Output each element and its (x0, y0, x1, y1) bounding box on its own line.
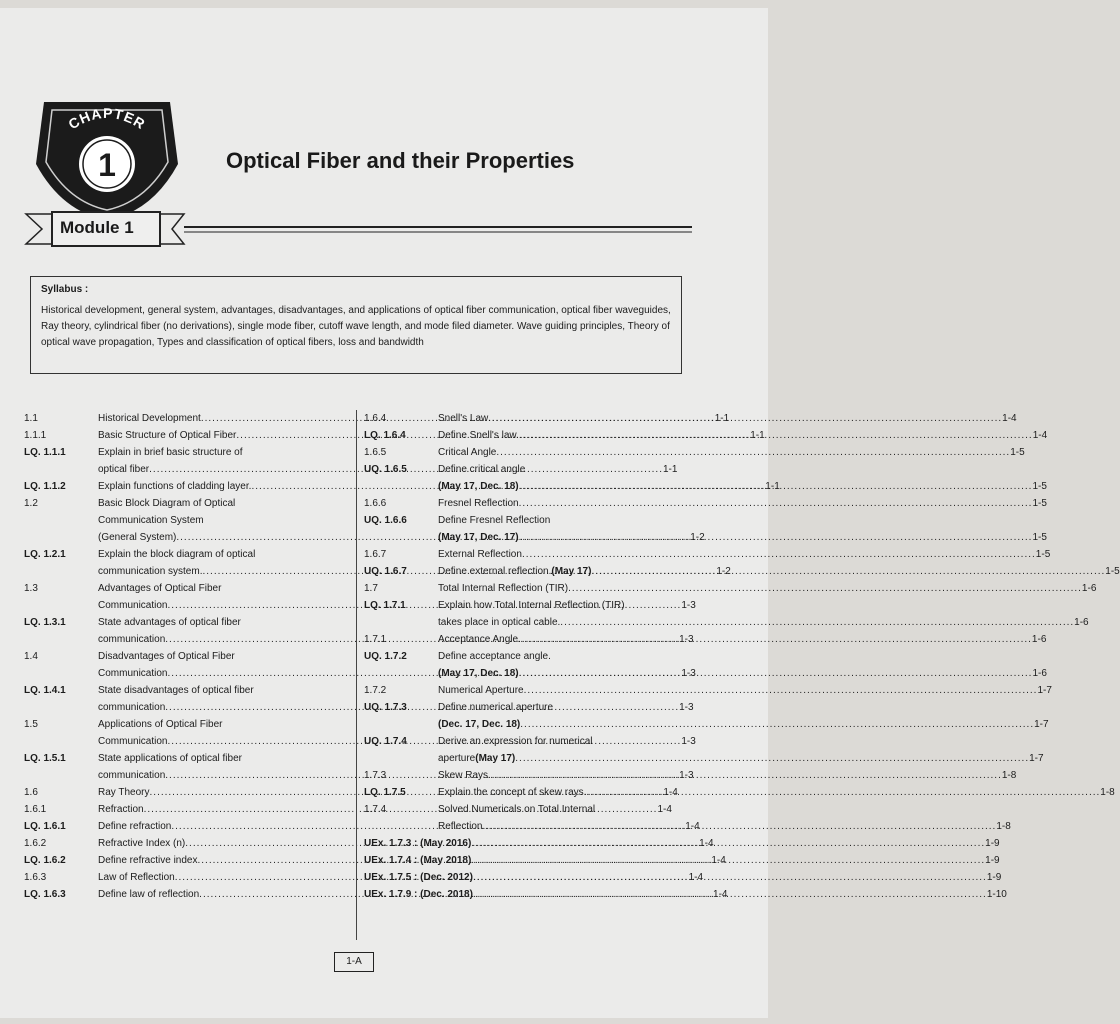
leader-dots (519, 529, 1033, 546)
toc-page: 1-9 (986, 872, 1002, 883)
toc-text (438, 801, 1011, 835)
toc-title: Refractive Index (n) (98, 838, 186, 849)
toc-number: LQ. 1.6.1 (24, 821, 66, 832)
toc-title: takes place in optical cable. (438, 617, 561, 628)
toc-title: Ray Theory (98, 787, 150, 798)
toc-page: 1-3 (679, 702, 694, 713)
leader-dots (522, 546, 1036, 563)
chapter-badge (32, 94, 182, 224)
toc-entry (364, 495, 1047, 512)
toc-title: Basic Block Diagram of Optical (98, 498, 236, 509)
toc-title: Explain the block diagram of optical (98, 549, 256, 560)
leader-dots (482, 818, 996, 835)
toc-number: 1.6.2 (24, 838, 47, 849)
toc-text (438, 597, 1089, 631)
toc-text (438, 512, 1047, 546)
toc-page: 1-4 (685, 821, 700, 832)
leader-dots (591, 563, 1105, 580)
toc-entry (364, 444, 1025, 461)
toc-title: (May 17, Dec. 18) (438, 668, 519, 679)
toc-page: 1-3 (679, 770, 694, 781)
toc-title: Define critical angle (438, 464, 526, 475)
toc-number: LQ. 1.6.4 (364, 430, 406, 441)
toc-text (438, 767, 1016, 784)
toc-number: LQ. 1.7.1 (364, 600, 406, 611)
toc-text (438, 580, 1096, 597)
toc-title: Skew Rays (438, 770, 489, 781)
toc-number: 1.6.5 (364, 447, 387, 458)
toc-title: Define Fresnel Reflection (438, 515, 551, 526)
toc-title: State advantages of optical fiber (98, 617, 241, 628)
toc-title: (General System) (98, 532, 177, 543)
toc-title: Explain how Total Internal Reflection (TIR) (438, 600, 625, 611)
toc-page: 1-9 (985, 855, 1000, 866)
leader-dots (471, 852, 985, 869)
book-page (0, 8, 1120, 1018)
toc-number: 1.6.6 (364, 498, 387, 509)
leader-dots (496, 444, 1010, 461)
toc-number: LQ. 1.6.2 (24, 855, 66, 866)
leader-dots (515, 750, 1029, 767)
toc-text (438, 648, 1047, 682)
toc-title: Derive an expression for numerical (438, 736, 593, 747)
leader-dots (520, 716, 1034, 733)
toc-number: 1.6.3 (24, 872, 47, 883)
toc-number: UEx. 1.7.5 : (Dec. 2012) (364, 872, 473, 883)
toc-page: 1-7 (1029, 753, 1044, 764)
toc-title: State applications of optical fiber (98, 753, 242, 764)
toc-number: 1.7.4 (364, 804, 387, 815)
toc-title: Refraction (98, 804, 144, 815)
toc-number: 1.3 (24, 583, 38, 594)
toc-page: 1-5 (1032, 481, 1047, 492)
leader-dots (471, 835, 985, 852)
toc-text (438, 495, 1047, 512)
toc-title: Applications of Optical Fiber (98, 719, 223, 730)
toc-title: Fresnel Reflection (438, 498, 519, 509)
leader-dots (518, 631, 1032, 648)
toc-entry (364, 699, 1049, 733)
toc-number: 1.1.1 (24, 430, 47, 441)
leader-dots (586, 784, 1100, 801)
toc-title: Communication (98, 668, 168, 679)
toc-page: 1-1 (750, 430, 765, 441)
toc-title: Define acceptance angle. (438, 651, 551, 662)
toc-title: Define external reflection. (438, 566, 552, 577)
toc-page: 1-5 (1032, 532, 1047, 543)
toc-number: LQ. 1.1.1 (24, 447, 66, 458)
toc-page: 1-3 (681, 668, 696, 679)
toc-text (471, 835, 999, 852)
module-banner (24, 208, 694, 250)
toc-page: 1-1 (663, 464, 678, 475)
toc-page: 1-7 (1037, 685, 1052, 696)
toc-number: 1.7.3 (364, 770, 387, 781)
toc-title: communication (98, 770, 166, 781)
shield-icon (32, 94, 182, 224)
toc-number: 1.7.2 (364, 685, 387, 696)
leader-dots (519, 665, 1033, 682)
leader-dots (488, 410, 1002, 427)
toc-page: 1-2 (716, 566, 731, 577)
toc-entry (364, 682, 1052, 699)
toc-number: LQ. 1.6.3 (24, 889, 66, 900)
toc-title: (Dec. 17, Dec. 18) (438, 719, 521, 730)
toc-page: 1-5 (1010, 447, 1025, 458)
toc-page: 1-9 (985, 838, 1000, 849)
toc-title: Reflection (438, 821, 483, 832)
toc-page: 1-5 (1105, 566, 1120, 577)
toc-page: 1-5 (1032, 498, 1047, 509)
toc-title: Explain functions of cladding layer. (98, 481, 252, 492)
toc-number: 1.6.1 (24, 804, 47, 815)
toc-page: 1-6 (1031, 634, 1047, 645)
leader-dots (519, 478, 1033, 495)
toc-text (473, 886, 1007, 903)
toc-title: communication (98, 702, 166, 713)
toc-title: Basic Structure of Optical Fiber (98, 430, 237, 441)
toc-text (438, 461, 1047, 495)
toc-number: 1.1 (24, 413, 38, 424)
toc-page: 1-4 (713, 889, 728, 900)
toc-text (471, 852, 999, 869)
toc-page: 1-8 (996, 821, 1011, 832)
toc-page: 1-4 (711, 855, 726, 866)
toc-page: 1-10 (986, 889, 1007, 900)
toc-page: 1-3 (681, 736, 696, 747)
chapter-title: Optical Fiber and their Properties (226, 148, 575, 173)
toc-title: Snell's Law (438, 413, 489, 424)
toc-text (438, 546, 1050, 563)
toc-page: 1-4 (699, 838, 714, 849)
toc-number: UEx. 1.7.4 : (May 2018) (364, 855, 472, 866)
toc-text (473, 869, 1001, 886)
toc-number: 1.4 (24, 651, 38, 662)
toc-page: 1-6 (1081, 583, 1097, 594)
toc-title: communication (98, 634, 166, 645)
toc-title: Communication (98, 736, 168, 747)
toc-title: External Reflection (438, 549, 522, 560)
toc-text (438, 444, 1025, 461)
syllabus-text: Historical development, general system, advantages, disadvantages, and applications of optical fiber communication, optical fiber waveguides, Ray theory, cylindrical fiber (no derivations), single mode fiber, cutoff wave length, and mode filed diameter. Wave guiding principles, Theory of optical wave propagation, Types and classification of optical fibers, loss and bandwidth (41, 305, 671, 348)
toc-title: aperture (438, 753, 476, 764)
chapter-word: CHAPTER (65, 104, 149, 133)
toc-number: 1.6.4 (364, 413, 387, 424)
syllabus-box (30, 276, 682, 374)
toc-number: LQ. 1.3.1 (24, 617, 66, 628)
toc-title: communication system. (98, 566, 203, 577)
toc-number: 1.2 (24, 498, 38, 509)
toc-text (438, 631, 1046, 648)
leader-dots (519, 427, 1033, 444)
toc-page: 1-4 (657, 804, 672, 815)
toc-page: 1-5 (1035, 549, 1051, 560)
toc-number: 1.6.7 (364, 549, 387, 560)
toc-number: LQ. 1.2.1 (24, 549, 66, 560)
toc-title: State disadvantages of optical fiber (98, 685, 254, 696)
toc-number: UEx. 1.7.3 : (May 2016) (364, 838, 472, 849)
toc-title: Historical Development (98, 413, 201, 424)
syllabus-heading: Syllabus : (41, 284, 89, 295)
toc-page: 1-1 (765, 481, 780, 492)
toc-title: optical fiber (98, 464, 150, 475)
toc-page: 1-4 (1032, 430, 1048, 441)
toc-text (438, 427, 1047, 444)
toc-page: 1-7 (1034, 719, 1049, 730)
toc-exam-tag: (May 17) (475, 753, 516, 764)
toc-title: (May 17, Dec. 17) (438, 532, 519, 543)
leader-dots (473, 869, 987, 886)
toc-number: UQ. 1.7.2 (364, 651, 407, 662)
toc-title: Communication System (98, 515, 204, 526)
toc-title: Disadvantages of Optical Fiber (98, 651, 235, 662)
toc-number: UQ. 1.7.3 (364, 702, 407, 713)
module-label: Module 1 (60, 218, 134, 237)
toc-text (438, 699, 1049, 733)
toc-number: 1.5 (24, 719, 38, 730)
toc-number: LQ. 1.5.1 (24, 753, 66, 764)
toc-title: Acceptance Angle (438, 634, 519, 645)
toc-number: 1.6 (24, 787, 38, 798)
toc-number: LQ. 1.4.1 (24, 685, 66, 696)
toc-entry (364, 784, 1115, 801)
toc-number: UQ. 1.7.4 (364, 736, 407, 747)
toc-page: 1-6 (1074, 617, 1089, 628)
toc-number: LQ. 1.1.2 (24, 481, 66, 492)
toc-title: Law of Reflection (98, 872, 175, 883)
toc-text (438, 784, 1115, 801)
leader-dots (473, 886, 987, 903)
toc-number: UQ. 1.6.6 (364, 515, 407, 526)
toc-number: UEx. 1.7.9 : (Dec. 2018) (364, 889, 473, 900)
toc-number: UQ. 1.6.5 (364, 464, 407, 475)
toc-page: 1-4 (1002, 413, 1017, 424)
toc-page: 1-4 (688, 872, 704, 883)
toc-text (438, 410, 1017, 427)
leader-dots (524, 682, 1038, 699)
toc-number: 1.7 (364, 583, 378, 594)
leader-dots (519, 495, 1033, 512)
toc-page: 1-1 (714, 413, 730, 424)
toc-number: LQ. 1.7.5 (364, 787, 406, 798)
toc-page: 1-8 (1100, 787, 1115, 798)
toc-page: 1-8 (1001, 770, 1017, 781)
toc-page: 1-2 (690, 532, 705, 543)
toc-entry (364, 631, 1047, 648)
toc-title: Solved Numericals on Total Internal (438, 804, 596, 815)
toc-number: UQ. 1.6.7 (364, 566, 407, 577)
toc-title: Explain in brief basic structure of (98, 447, 243, 458)
toc-text (438, 563, 1120, 580)
toc-text (438, 733, 1044, 767)
toc-page: 1-3 (681, 600, 696, 611)
toc-page: 1-3 (679, 634, 694, 645)
toc-title: Define numerical aperture (438, 702, 554, 713)
toc-page: 1-4 (663, 787, 678, 798)
toc-title: Explain the concept of skew rays. (438, 787, 587, 798)
toc-title: Define refraction (98, 821, 172, 832)
toc-page: 1-6 (1032, 668, 1047, 679)
toc-title: Communication (98, 600, 168, 611)
toc-text (438, 682, 1052, 699)
toc-exam-tag: (May 17) (551, 566, 592, 577)
toc-number: 1.7.1 (364, 634, 387, 645)
toc-entry (364, 767, 1017, 784)
leader-dots (560, 614, 1074, 631)
column-divider (356, 410, 357, 940)
toc-entry (364, 546, 1051, 563)
chapter-number: 1 (98, 147, 116, 183)
toc-title: Define Snell's law. (438, 430, 519, 441)
leader-dots (568, 580, 1082, 597)
leader-dots (488, 767, 1002, 784)
page-number: 1-A (334, 952, 374, 972)
toc-title: Critical Angle (438, 447, 497, 458)
toc-title: (May 17, Dec. 18) (438, 481, 519, 492)
toc-title: Define refractive index (98, 855, 198, 866)
toc-entry (364, 580, 1097, 597)
toc-title: Total Internal Reflection (TIR) (438, 583, 569, 594)
toc-title: Advantages of Optical Fiber (98, 583, 222, 594)
toc-title: Numerical Aperture (438, 685, 524, 696)
toc-title: Define law of reflection (98, 889, 200, 900)
